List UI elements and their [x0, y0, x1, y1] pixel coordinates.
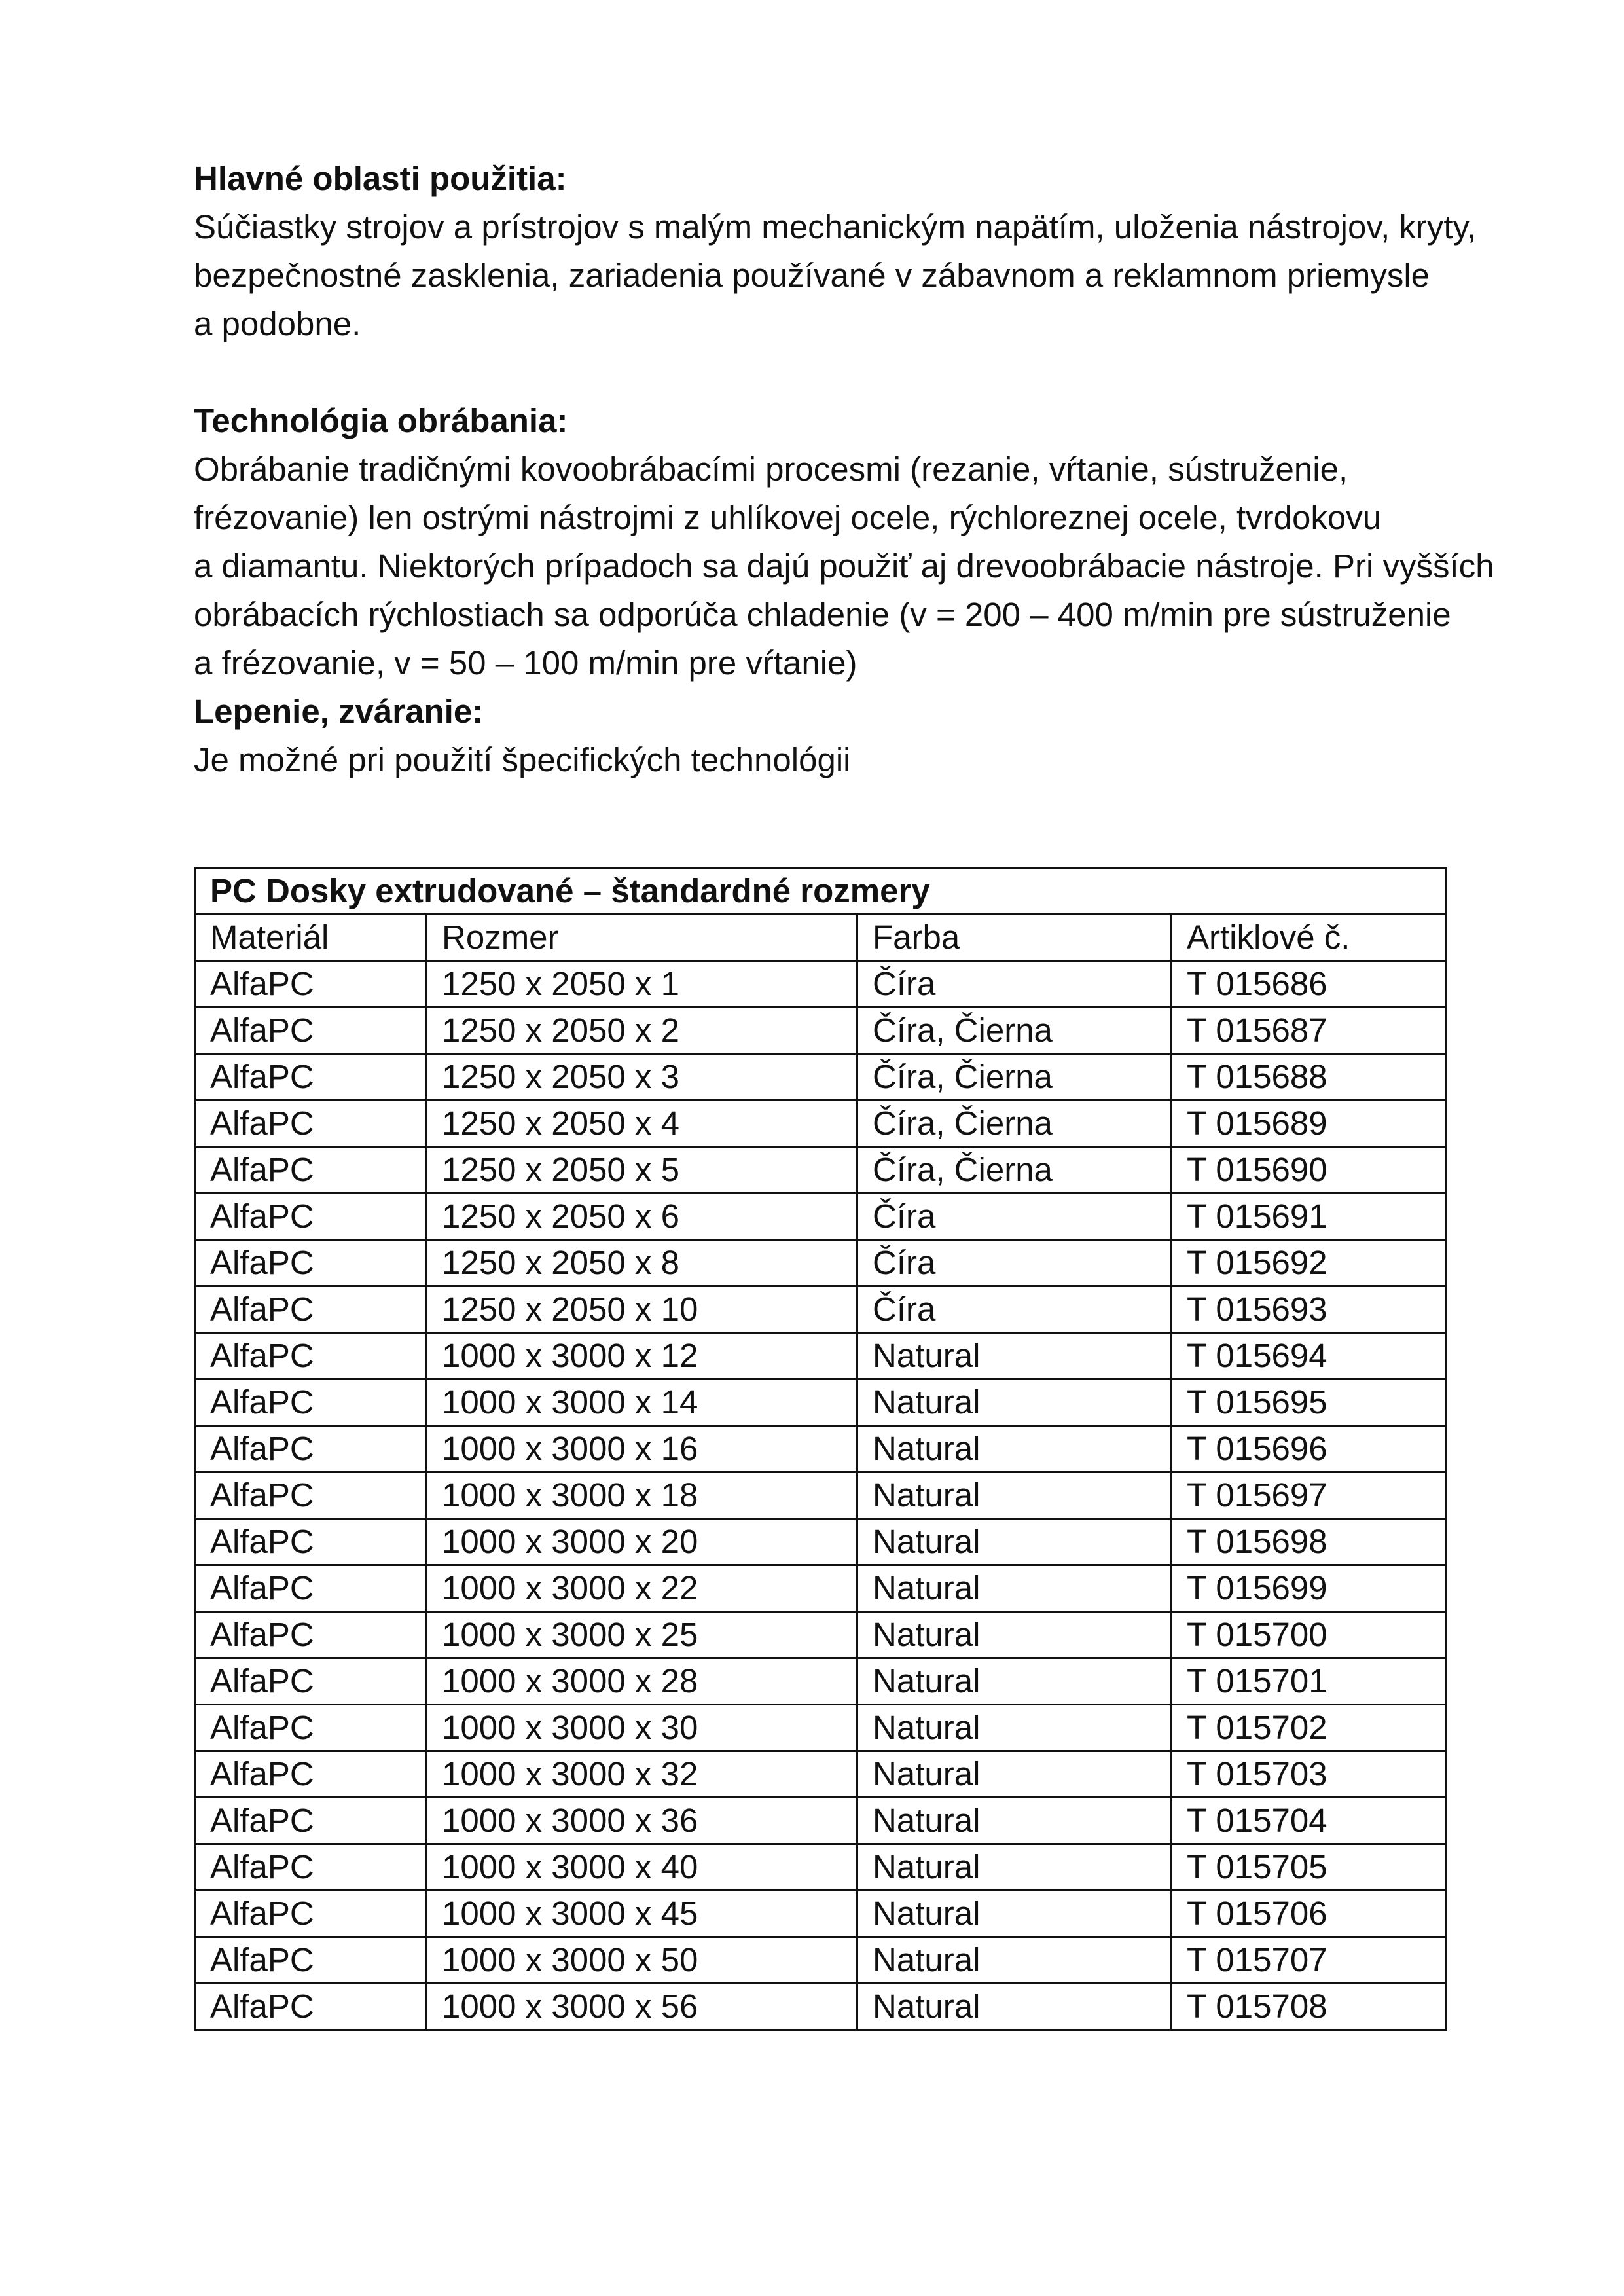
cell-article-number: T 015704: [1172, 1798, 1447, 1844]
machining-line: Obrábanie tradičnými kovoobrábacími procesmi (rezanie, vŕtanie, sústruženie,: [194, 450, 1348, 488]
cell-material: AlfaPC: [195, 1565, 427, 1612]
table-row: [195, 1798, 1447, 1844]
table-row: [195, 1891, 1447, 1937]
cell-article-number: T 015691: [1172, 1194, 1447, 1240]
table-row: [195, 1008, 1447, 1054]
usage-line: bezpečnostné zasklenia, zariadenia používané v zábavnom a reklamnom priemysle: [194, 257, 1430, 294]
cell-material: AlfaPC: [195, 961, 427, 1008]
machining-line: a diamantu. Niektorých prípadoch sa dajú použiť aj drevoobrábacie nástroje. Pri vyšších: [194, 547, 1494, 585]
table-header-row: [195, 915, 1447, 961]
table-title: PC Dosky extrudované – štandardné rozmery: [195, 868, 1447, 915]
cell-material: AlfaPC: [195, 1705, 427, 1751]
cell-article-number: T 015694: [1172, 1333, 1447, 1379]
cell-material: AlfaPC: [195, 1751, 427, 1798]
table-row: [195, 1705, 1447, 1751]
cell-color: Natural: [857, 1705, 1172, 1751]
header-size: Rozmer: [427, 915, 857, 961]
table-row: [195, 1937, 1447, 1984]
cell-article-number: T 015696: [1172, 1426, 1447, 1472]
cell-color: Číra, Čierna: [857, 1147, 1172, 1194]
cell-article-number: T 015701: [1172, 1658, 1447, 1705]
cell-color: Číra, Čierna: [857, 1054, 1172, 1101]
cell-material: AlfaPC: [195, 1891, 427, 1937]
cell-material: AlfaPC: [195, 1054, 427, 1101]
cell-color: Natural: [857, 1891, 1172, 1937]
cell-article-number: T 015697: [1172, 1472, 1447, 1519]
cell-material: AlfaPC: [195, 1240, 427, 1286]
cell-material: AlfaPC: [195, 1844, 427, 1891]
cell-material: AlfaPC: [195, 1472, 427, 1519]
table-row: [195, 1519, 1447, 1565]
table-row: [195, 961, 1447, 1008]
cell-size: 1250 x 2050 x 3: [427, 1054, 857, 1101]
cell-material: AlfaPC: [195, 1379, 427, 1426]
paragraph-spacer: [194, 348, 1555, 397]
cell-color: Číra: [857, 961, 1172, 1008]
cell-material: AlfaPC: [195, 1333, 427, 1379]
usage-line: a podobne.: [194, 305, 361, 342]
cell-color: Natural: [857, 1333, 1172, 1379]
cell-color: Natural: [857, 1426, 1172, 1472]
cell-size: 1250 x 2050 x 8: [427, 1240, 857, 1286]
table-body: [195, 961, 1447, 2030]
cell-material: AlfaPC: [195, 1937, 427, 1984]
table-row: [195, 1984, 1447, 2030]
cell-article-number: T 015686: [1172, 961, 1447, 1008]
table-row: [195, 1751, 1447, 1798]
bonding-heading: Lepenie, zváranie:: [194, 693, 484, 730]
cell-color: Natural: [857, 1565, 1172, 1612]
cell-article-number: T 015700: [1172, 1612, 1447, 1658]
table-row: [195, 1612, 1447, 1658]
cell-size: 1000 x 3000 x 22: [427, 1565, 857, 1612]
machining-paragraph: [194, 445, 1555, 687]
table-row: [195, 1426, 1447, 1472]
cell-material: AlfaPC: [195, 1798, 427, 1844]
table-row: [195, 1844, 1447, 1891]
cell-material: AlfaPC: [195, 1147, 427, 1194]
table-row: [195, 1565, 1447, 1612]
table-row: [195, 1379, 1447, 1426]
cell-article-number: T 015703: [1172, 1751, 1447, 1798]
cell-color: Natural: [857, 1379, 1172, 1426]
table-row: [195, 1101, 1447, 1147]
cell-size: 1000 x 3000 x 32: [427, 1751, 857, 1798]
cell-color: Natural: [857, 1844, 1172, 1891]
cell-article-number: T 015699: [1172, 1565, 1447, 1612]
bonding-line: Je možné pri použití špecifických technológii: [194, 741, 851, 778]
cell-color: Číra: [857, 1194, 1172, 1240]
table-row: [195, 1333, 1447, 1379]
cell-size: 1000 x 3000 x 45: [427, 1891, 857, 1937]
table-row: [195, 1054, 1447, 1101]
machining-line: obrábacích rýchlostiach sa odporúča chladenie (v = 200 – 400 m/min pre sústruženie: [194, 596, 1451, 633]
cell-size: 1000 x 3000 x 20: [427, 1519, 857, 1565]
usage-heading: Hlavné oblasti použitia:: [194, 160, 567, 197]
cell-color: Číra, Čierna: [857, 1008, 1172, 1054]
cell-article-number: T 015692: [1172, 1240, 1447, 1286]
cell-color: Natural: [857, 1519, 1172, 1565]
cell-material: AlfaPC: [195, 1426, 427, 1472]
header-color: Farba: [857, 915, 1172, 961]
cell-size: 1000 x 3000 x 50: [427, 1937, 857, 1984]
cell-article-number: T 015689: [1172, 1101, 1447, 1147]
cell-material: AlfaPC: [195, 1286, 427, 1333]
table-row: [195, 1240, 1447, 1286]
usage-paragraph: [194, 203, 1555, 348]
cell-article-number: T 015695: [1172, 1379, 1447, 1426]
cell-color: Natural: [857, 1937, 1172, 1984]
cell-color: Natural: [857, 1984, 1172, 2030]
cell-size: 1250 x 2050 x 4: [427, 1101, 857, 1147]
bonding-paragraph: [194, 736, 1555, 784]
cell-article-number: T 015693: [1172, 1286, 1447, 1333]
cell-size: 1250 x 2050 x 10: [427, 1286, 857, 1333]
cell-article-number: T 015690: [1172, 1147, 1447, 1194]
cell-size: 1000 x 3000 x 12: [427, 1333, 857, 1379]
cell-article-number: T 015698: [1172, 1519, 1447, 1565]
cell-material: AlfaPC: [195, 1194, 427, 1240]
cell-size: 1000 x 3000 x 56: [427, 1984, 857, 2030]
product-table: [194, 867, 1447, 2031]
cell-article-number: T 015706: [1172, 1891, 1447, 1937]
cell-color: Číra, Čierna: [857, 1101, 1172, 1147]
cell-material: AlfaPC: [195, 1658, 427, 1705]
cell-size: 1000 x 3000 x 40: [427, 1844, 857, 1891]
cell-article-number: T 015705: [1172, 1844, 1447, 1891]
table-title-row: [195, 868, 1447, 915]
header-material: Materiál: [195, 915, 427, 961]
usage-line: Súčiastky strojov a prístrojov s malým mechanickým napätím, uloženia nástrojov, kryty,: [194, 208, 1477, 246]
cell-article-number: T 015702: [1172, 1705, 1447, 1751]
table-row: [195, 1658, 1447, 1705]
cell-color: Číra: [857, 1240, 1172, 1286]
cell-size: 1000 x 3000 x 36: [427, 1798, 857, 1844]
text-content: [194, 155, 1555, 784]
cell-article-number: T 015708: [1172, 1984, 1447, 2030]
table-row: [195, 1147, 1447, 1194]
cell-size: 1250 x 2050 x 5: [427, 1147, 857, 1194]
header-article-number: Artiklové č.: [1172, 915, 1447, 961]
cell-size: 1000 x 3000 x 28: [427, 1658, 857, 1705]
cell-color: Natural: [857, 1798, 1172, 1844]
table-row: [195, 1472, 1447, 1519]
cell-color: Natural: [857, 1751, 1172, 1798]
cell-size: 1250 x 2050 x 2: [427, 1008, 857, 1054]
cell-article-number: T 015707: [1172, 1937, 1447, 1984]
cell-size: 1000 x 3000 x 30: [427, 1705, 857, 1751]
cell-color: Natural: [857, 1472, 1172, 1519]
cell-size: 1000 x 3000 x 16: [427, 1426, 857, 1472]
cell-article-number: T 015687: [1172, 1008, 1447, 1054]
machining-heading: Technológia obrábania:: [194, 402, 568, 439]
machining-line: frézovanie) len ostrými nástrojmi z uhlíkovej ocele, rýchloreznej ocele, tvrdokovu: [194, 499, 1382, 536]
cell-material: AlfaPC: [195, 1519, 427, 1565]
table-row: [195, 1286, 1447, 1333]
cell-color: Natural: [857, 1612, 1172, 1658]
cell-size: 1000 x 3000 x 25: [427, 1612, 857, 1658]
cell-material: AlfaPC: [195, 1101, 427, 1147]
cell-size: 1250 x 2050 x 6: [427, 1194, 857, 1240]
cell-material: AlfaPC: [195, 1984, 427, 2030]
cell-article-number: T 015688: [1172, 1054, 1447, 1101]
machining-line: a frézovanie, v = 50 – 100 m/min pre vŕtanie): [194, 644, 857, 682]
table-row: [195, 1194, 1447, 1240]
cell-color: Natural: [857, 1658, 1172, 1705]
cell-color: Číra: [857, 1286, 1172, 1333]
cell-size: 1000 x 3000 x 18: [427, 1472, 857, 1519]
cell-size: 1000 x 3000 x 14: [427, 1379, 857, 1426]
cell-material: AlfaPC: [195, 1612, 427, 1658]
cell-size: 1250 x 2050 x 1: [427, 961, 857, 1008]
cell-material: AlfaPC: [195, 1008, 427, 1054]
